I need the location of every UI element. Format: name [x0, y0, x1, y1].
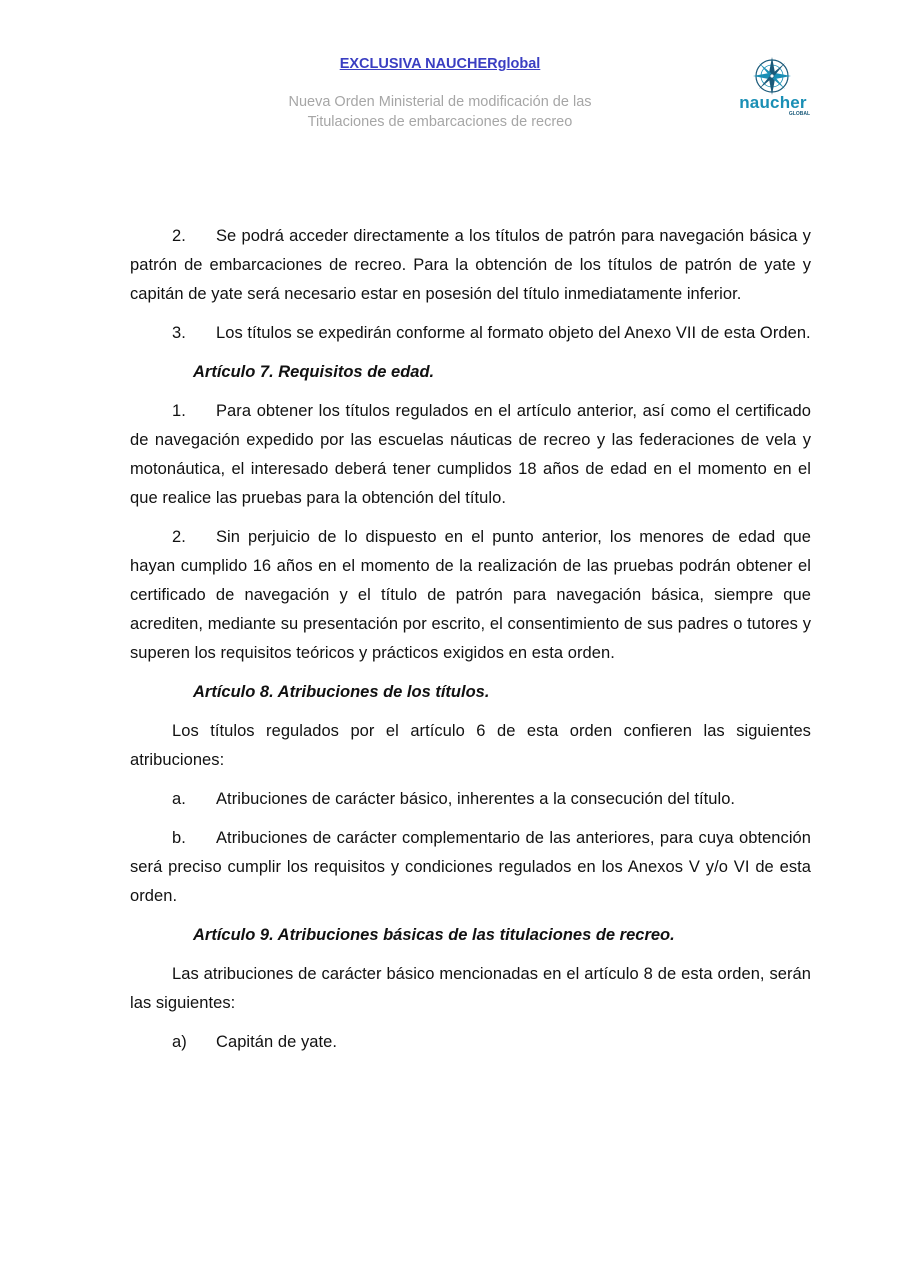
paragraph-number: 3. [172, 324, 186, 342]
paragraph-6-2 [130, 222, 811, 309]
compass-rose-icon [752, 56, 792, 96]
paragraph-9-intro: Las atribuciones de carácter básico mencionadas en el artículo 8 de esta orden, serán las siguientes: [130, 965, 811, 1012]
article-8-heading: Artículo 8. Atribuciones de los títulos. [193, 683, 490, 701]
paragraph-8-b [130, 824, 811, 911]
paragraph-text: Los títulos se expedirán conforme al formato objeto del Anexo VII de esta Orden. [216, 324, 811, 342]
paragraph-number: b. [172, 829, 186, 847]
document-body [130, 222, 811, 1067]
paragraph-number: 2. [172, 227, 186, 245]
logo-subtext: GLOBAL [788, 111, 810, 117]
paragraph-number: a) [172, 1033, 187, 1051]
paragraph-9-a [130, 1028, 811, 1057]
paragraph-8-intro: Los títulos regulados por el artículo 6 de esta orden confieren las siguientes atribuciones: [130, 722, 811, 769]
paragraph-number: 1. [172, 402, 186, 420]
paragraph-8-a [130, 785, 811, 814]
subtitle-line-1: Nueva Orden Ministerial de modificación de las [288, 94, 592, 110]
paragraph-text: Para obtener los títulos regulados en el artículo anterior, así como el certificado de navegación expedido por las escuelas náuticas de recreo y las federaciones de vela y motonáutica, el interesado deberá tener cumplidos 18 años de edad en el momento en el que realice las pruebas para la obtención del título. [130, 402, 811, 507]
paragraph-text: Atribuciones de carácter básico, inherentes a la consecución del título. [216, 790, 736, 808]
subtitle-line-2: Titulaciones de embarcaciones de recreo [307, 114, 573, 130]
exclusiva-link[interactable]: EXCLUSIVA NAUCHERglobal [339, 56, 541, 72]
page-header [0, 0, 905, 140]
document-subtitle [270, 92, 610, 132]
paragraph-number: a. [172, 790, 186, 808]
paragraph-number: 2. [172, 528, 186, 546]
naucher-logo [728, 54, 818, 124]
article-7-heading: Artículo 7. Requisitos de edad. [193, 363, 435, 381]
paragraph-7-2 [130, 523, 811, 668]
paragraph-text: Se podrá acceder directamente a los títulos de patrón para navegación básica y patrón de embarcaciones de recreo. Para la obtención de los títulos de patrón de yate y capitán de yate será necesario estar en posesión del título inmediatamente inferior. [130, 227, 811, 303]
logo-wordmark: naucher [739, 93, 807, 112]
paragraph-text: Capitán de yate. [216, 1033, 337, 1051]
article-9-heading: Artículo 9. Atribuciones básicas de las titulaciones de recreo. [193, 926, 675, 944]
paragraph-7-1 [130, 397, 811, 513]
paragraph-text: Atribuciones de carácter complementario de las anteriores, para cuya obtención será preciso cumplir los requisitos y condiciones regulados en los Anexos V y/o VI de esta orden. [130, 829, 811, 905]
paragraph-6-3 [130, 319, 811, 348]
paragraph-text: Sin perjuicio de lo dispuesto en el punto anterior, los menores de edad que hayan cumplido 16 años en el momento de la realización de las pruebas podrán obtener el certificado de navegación y el título de patrón para navegación básica, siempre que acrediten, mediante su presentación por escrito, el consentimiento de sus padres o tutores y superen los requisitos teóricos y prácticos exigidos en esta orden. [130, 528, 811, 662]
